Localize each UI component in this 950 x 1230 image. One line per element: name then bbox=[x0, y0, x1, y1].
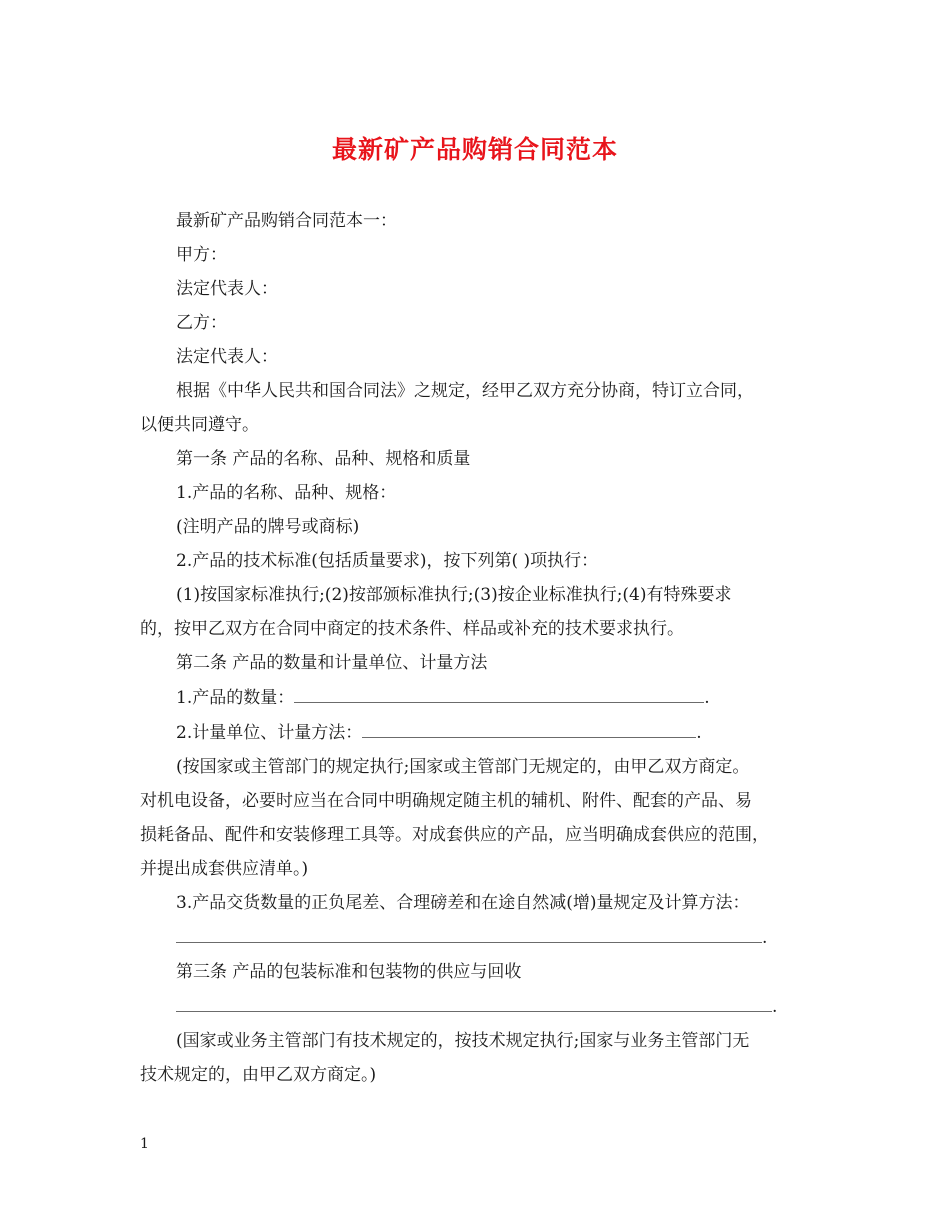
tolerance-blank-line bbox=[140, 920, 820, 955]
packaging-blank-line bbox=[140, 989, 820, 1024]
text-line: 对机电设备，必要时应当在合同中明确规定随主机的辅机、附件、配套的产品、易 bbox=[140, 791, 752, 811]
line-end-period: . bbox=[772, 997, 778, 1017]
packaging-blank[interactable] bbox=[176, 989, 772, 1012]
document-body bbox=[140, 204, 820, 1092]
text-line: 损耗备品、配件和安装修理工具等。对成套供应的产品，应当明确成套供应的范围， bbox=[140, 825, 769, 845]
text-line: (1)按国家标准执行;(2)按部颁标准执行;(3)按企业标准执行;(4)有特殊要求 bbox=[176, 585, 732, 605]
line-end-period: . bbox=[696, 723, 702, 743]
document-title: 最新矿产品购销合同范本 bbox=[331, 135, 618, 164]
page-number: 1 bbox=[140, 1136, 149, 1152]
line-end-period: . bbox=[762, 928, 768, 948]
text-line: 以便共同遵守。 bbox=[140, 415, 259, 435]
article-heading: 第三条 产品的包装标准和包装物的供应与回收 bbox=[176, 962, 522, 982]
article-heading: 第一条 产品的名称、品种、规格和质量 bbox=[176, 449, 471, 469]
article-heading: 第二条 产品的数量和计量单位、计量方法 bbox=[176, 653, 488, 673]
line-end-period: . bbox=[704, 688, 710, 708]
text-line: 最新矿产品购销合同范本一： bbox=[176, 211, 397, 231]
text-line: 2.产品的技术标准(包括质量要求)，按下列第( )项执行： bbox=[176, 551, 599, 571]
measurement-label: 2.计量单位、计量方法： bbox=[176, 723, 363, 743]
measurement-line bbox=[140, 715, 820, 750]
text-line: 的，按甲乙双方在合同中商定的技术条件、样品或补充的技术要求执行。 bbox=[140, 619, 684, 639]
text-line: (按国家或主管部门的规定执行;国家或主管部门无规定的，由甲乙双方商定。 bbox=[176, 757, 750, 777]
quantity-blank[interactable] bbox=[294, 680, 704, 703]
legal-representative-a-label: 法定代表人： bbox=[176, 279, 278, 299]
text-line: 根据《中华人民共和国合同法》之规定，经甲乙双方充分协商，特订立合同， bbox=[176, 381, 754, 401]
text-line: 3.产品交货数量的正负尾差、合理磅差和在途自然减(增)量规定及计算方法： bbox=[176, 893, 750, 913]
text-line: 并提出成套供应清单。) bbox=[140, 859, 309, 879]
text-line: (注明产品的牌号或商标) bbox=[176, 517, 360, 537]
party-a-label: 甲方： bbox=[176, 245, 227, 265]
legal-representative-b-label: 法定代表人： bbox=[176, 347, 278, 367]
measurement-blank[interactable] bbox=[362, 715, 696, 738]
text-line: 技术规定的，由甲乙双方商定。) bbox=[140, 1065, 377, 1085]
text-line: (国家或业务主管部门有技术规定的，按技术规定执行;国家与业务主管部门无 bbox=[176, 1031, 750, 1051]
party-b-label: 乙方： bbox=[176, 313, 227, 333]
quantity-label: 1.产品的数量： bbox=[176, 688, 295, 708]
text-line: 1.产品的名称、品种、规格： bbox=[176, 483, 397, 503]
tolerance-blank[interactable] bbox=[176, 920, 762, 943]
quantity-line bbox=[140, 680, 820, 715]
